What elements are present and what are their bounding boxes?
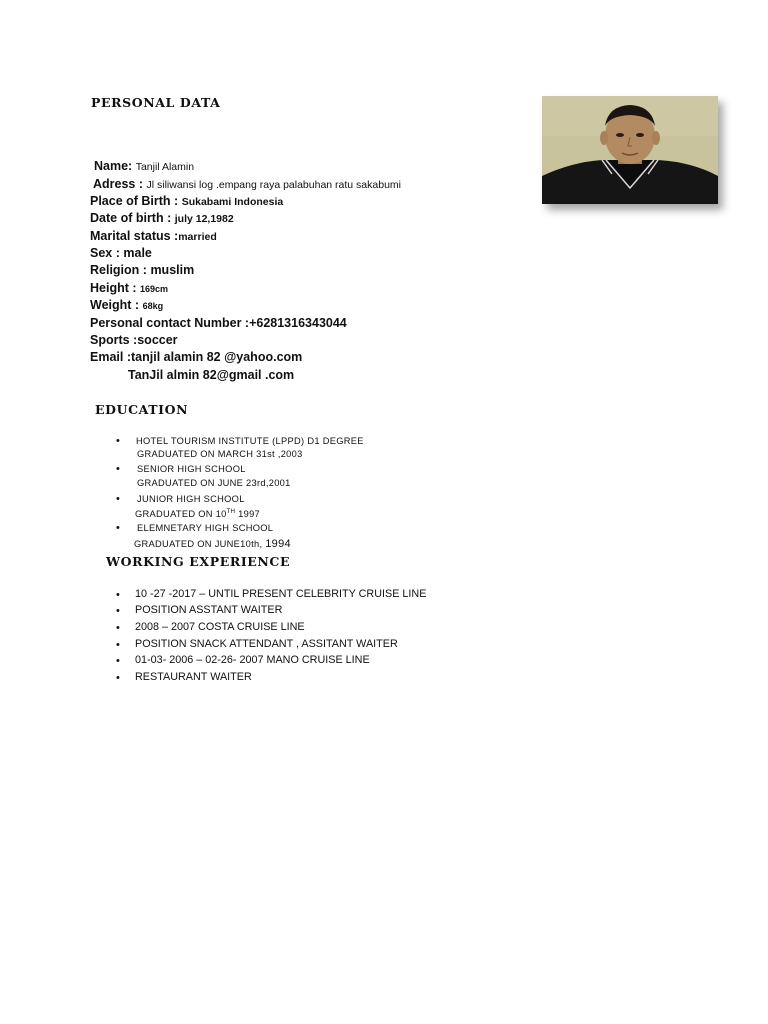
marital-value: married: [178, 231, 217, 243]
personal-data-heading: PERSONAL DATA: [91, 95, 221, 110]
email-value: tanjil alamin 82 @yahoo.com: [131, 350, 303, 364]
education-graduated: [135, 507, 260, 520]
email2-value: TanJil almin 82@gmail .com: [128, 368, 295, 382]
education-title: ELEMNETARY HIGH SCHOOL: [137, 523, 274, 533]
address-field: [93, 177, 401, 192]
work-bullet: •: [116, 589, 120, 601]
education-heading: EDUCATION: [95, 402, 189, 417]
education-title: SENIOR HIGH SCHOOL: [137, 464, 246, 474]
education-bullet: •: [116, 463, 120, 475]
sports-field: [90, 333, 178, 347]
religion-value: muslim: [150, 263, 195, 277]
profile-photo: [542, 96, 718, 204]
marital-label: Marital status :: [90, 229, 179, 243]
height-label: Height :: [90, 281, 137, 295]
education-graduated-sup: TH: [226, 509, 236, 515]
education-graduated: GRADUATED ON MARCH 31st ,2003: [137, 449, 303, 459]
work-item: 2008 – 2007 COSTA CRUISE LINE: [135, 621, 305, 633]
name-field: [94, 159, 194, 174]
weight-value: 68kg: [142, 301, 164, 311]
sex-label: Sex :: [90, 246, 120, 260]
sports-label: Sports :: [90, 333, 138, 347]
email-label: Email :: [90, 350, 131, 364]
address-value: Jl siliwansi log .empang raya palabuhan ratu sakabumi: [146, 179, 401, 191]
birthdate-field: [90, 211, 234, 226]
education-graduated-prefix: GRADUATED ON JUNE10th,: [134, 539, 266, 549]
birthplace-value: Sukabami Indonesia: [181, 196, 284, 208]
height-field: [90, 281, 168, 296]
work-bullet: •: [116, 622, 120, 634]
weight-field: [90, 298, 163, 313]
name-value: Tanjil Alamin: [135, 161, 195, 173]
name-label: Name:: [94, 159, 133, 173]
work-item: POSITION ASSTANT WAITER: [135, 604, 283, 616]
work-bullet: •: [116, 655, 120, 667]
height-value: 169cm: [140, 284, 169, 294]
weight-label: Weight :: [90, 298, 140, 312]
sex-value: male: [123, 246, 152, 260]
contact-field: [90, 316, 347, 330]
education-bullet: •: [116, 493, 120, 505]
education-bullet: •: [116, 435, 120, 447]
education-bullet: •: [116, 522, 120, 534]
education-graduated: GRADUATED ON JUNE 23rd,2001: [137, 478, 291, 488]
religion-label: Religion :: [90, 263, 147, 277]
sports-value: soccer: [137, 333, 178, 347]
education-graduated-year: 1994: [265, 538, 291, 550]
email-field: [90, 350, 302, 364]
work-item: 01-03- 2006 – 02-26- 2007 MANO CRUISE LINE: [135, 654, 370, 666]
work-item: RESTAURANT WAITER: [135, 671, 252, 683]
education-graduated: [134, 539, 291, 550]
work-bullet: •: [116, 639, 120, 651]
education-title: HOTEL TOURISM INSTITUTE (LPPD) D1 DEGREE: [136, 436, 364, 446]
birthplace-field: [90, 194, 283, 209]
religion-field: [90, 263, 194, 277]
education-title: JUNIOR HIGH SCHOOL: [137, 494, 245, 504]
birthplace-label: Place of Birth :: [90, 194, 179, 208]
contact-label: Personal contact Number :: [90, 316, 250, 330]
education-graduated-prefix: GRADUATED ON 10: [135, 509, 227, 520]
address-label: Adress :: [93, 177, 144, 191]
birthdate-value: july 12,1982: [174, 213, 234, 225]
profile-photo-image: [542, 96, 718, 204]
work-item: POSITION SNACK ATTENDANT , ASSITANT WAITER: [135, 638, 398, 650]
email2-field: [128, 368, 294, 382]
work-bullet: •: [116, 605, 120, 617]
sex-field: [90, 246, 152, 260]
birthdate-label: Date of birth :: [90, 211, 172, 225]
work-item: 10 -27 -2017 – UNTIL PRESENT CELEBRITY CRUISE LINE: [135, 588, 427, 600]
marital-field: [90, 229, 217, 244]
contact-value: +6281316343044: [249, 316, 347, 330]
working-experience-heading: WORKING EXPERIENCE: [106, 554, 291, 569]
work-bullet: •: [116, 672, 120, 684]
education-graduated-suffix: 1997: [235, 509, 261, 520]
